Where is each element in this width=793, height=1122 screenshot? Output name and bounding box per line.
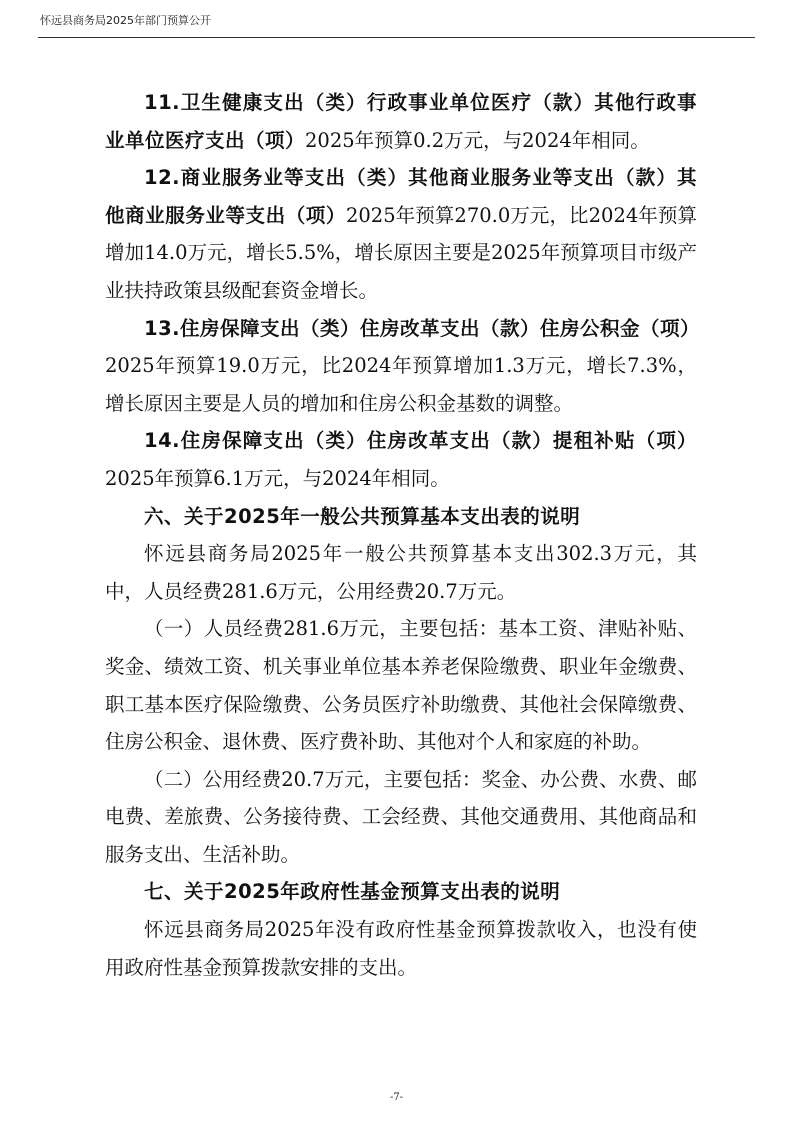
item-11-text: 2025年预算0.2万元，与2024年相同。 bbox=[305, 128, 650, 152]
page-number: -7- bbox=[389, 1092, 404, 1103]
paragraph-item-11 bbox=[105, 84, 697, 159]
item-11-heading: 11.卫生健康支出（类）行政事业单位医疗（款）其他行政事业单位医疗支出（项） bbox=[105, 91, 697, 152]
paragraph-item-14 bbox=[105, 422, 697, 497]
section-6-title: 六、关于2025年一般公共预算基本支出表的说明 bbox=[144, 504, 581, 528]
section-6-heading bbox=[105, 498, 697, 536]
section-6-summary: 怀远县商务局2025年一般公共预算基本支出302.3万元，其中，人员经费281.6万元，公用经费20.7万元。 bbox=[105, 542, 697, 603]
item-13-heading: 13.住房保障支出（类）住房改革支出（款）住房公积金（项） bbox=[144, 316, 701, 340]
paragraph-item-13 bbox=[105, 310, 701, 423]
section-7-heading bbox=[105, 873, 697, 911]
header-divider bbox=[38, 37, 755, 38]
document-header-title: 怀远县商务局2025年部门预算公开 bbox=[40, 14, 211, 27]
section-7-title: 七、关于2025年政府性基金预算支出表的说明 bbox=[144, 880, 561, 904]
item-14-text: 2025年预算6.1万元，与2024年相同。 bbox=[105, 466, 450, 490]
item-12-text: 2025年预算270.0万元，比2024年预算增加14.0万元，增长5.5%，增长原因主要是2025年预算项目市级产业扶持政策县级配套资金增长。 bbox=[105, 203, 697, 302]
public-expense-paragraph: （二）公用经费20.7万元，主要包括：奖金、办公费、水费、邮电费、差旅费、公务接待费、工会经费、其他交通费用、其他商品和服务支出、生活补助。 bbox=[105, 767, 697, 866]
document-body bbox=[105, 84, 701, 986]
personnel-expense-paragraph: （一）人员经费281.6万元，主要包括：基本工资、津贴补贴、奖金、绩效工资、机关事业单位基本养老保险缴费、职业年金缴费、职工基本医疗保险缴费、公务员医疗补助缴费、其他社会保障缴费、住房公积金、退休费、医疗费补助、其他对个人和家庭的补助。 bbox=[105, 617, 697, 754]
section-7-text: 怀远县商务局2025年没有政府性基金预算拨款收入，也没有使用政府性基金预算拨款安排的支出。 bbox=[105, 918, 697, 979]
item-13-text: 2025年预算19.0万元，比2024年预算增加1.3万元，增长7.3%，增长原因主要是人员的增加和住房公积金基数的调整。 bbox=[105, 354, 697, 415]
item-12-heading: 12.商业服务业等支出（类）其他商业服务业等支出（款）其他商业服务业等支出（项） bbox=[105, 166, 697, 227]
paragraph-item-12 bbox=[105, 159, 697, 309]
item-14-heading: 14.住房保障支出（类）住房改革支出（款）提租补贴（项） bbox=[144, 429, 697, 453]
